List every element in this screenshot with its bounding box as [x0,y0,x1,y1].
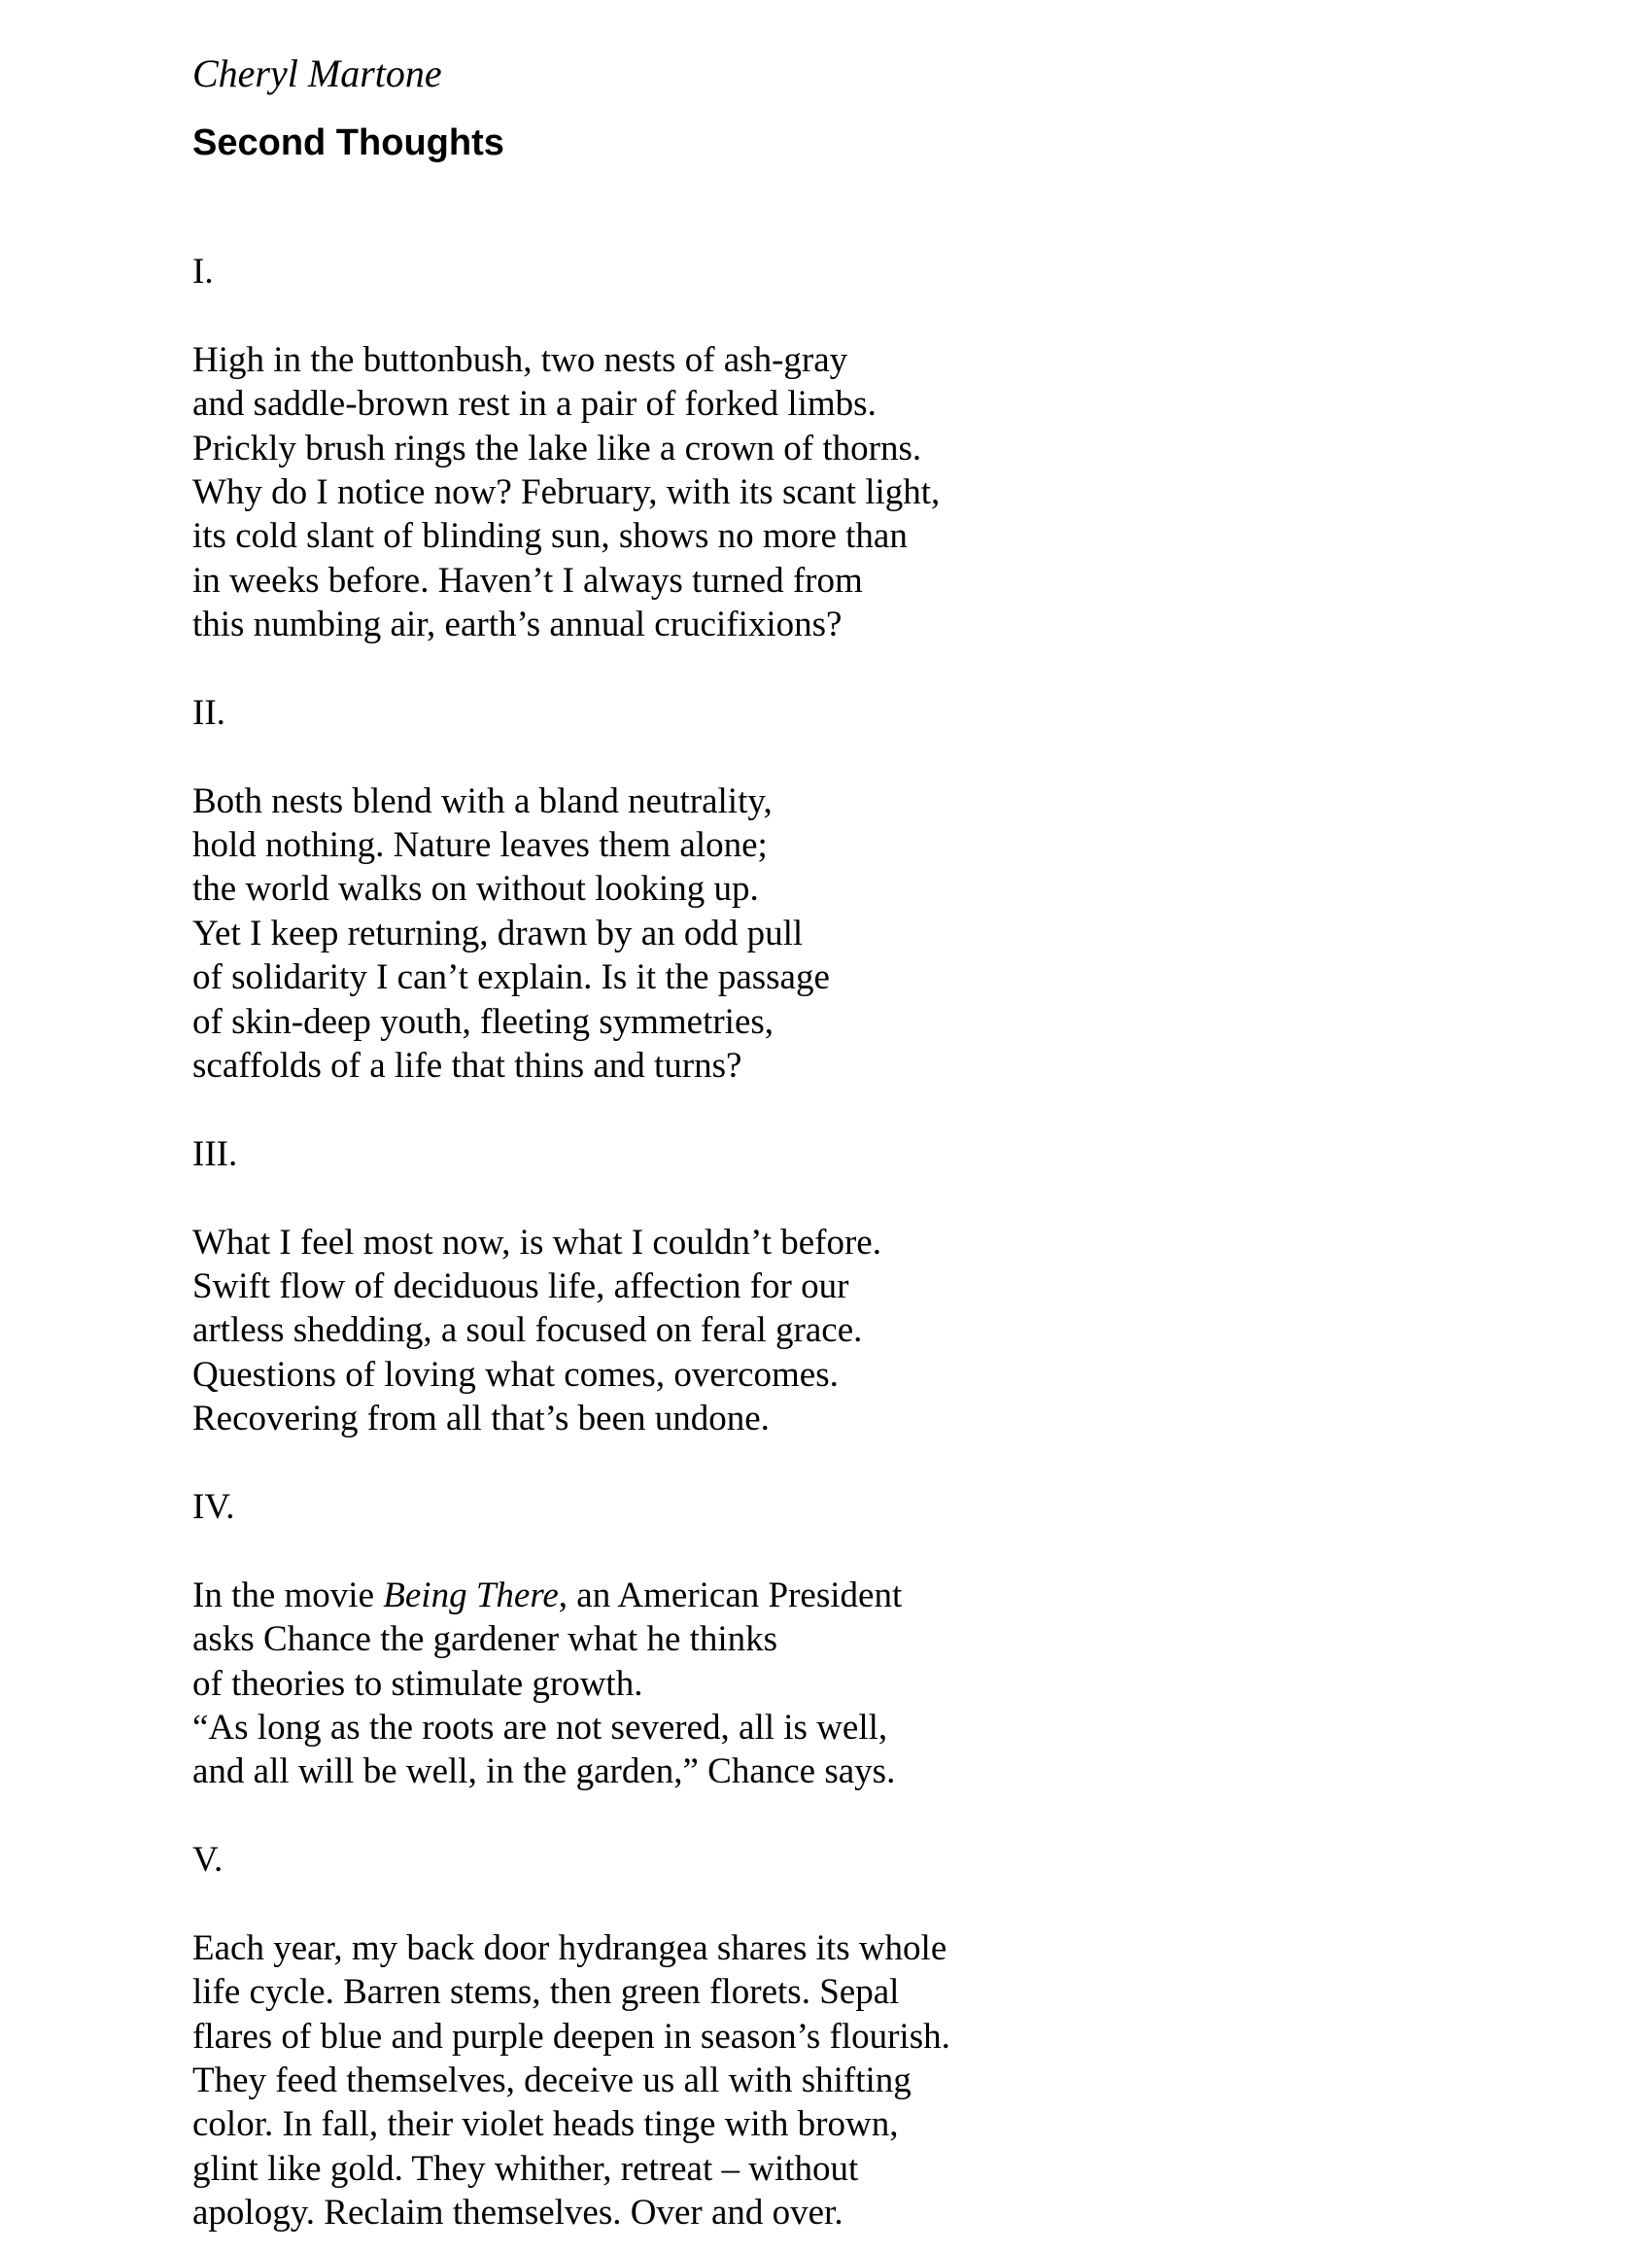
poem-line: Recovering from all that’s been undone. [192,1399,770,1439]
poem-line: of solidarity I can’t explain. Is it the passage [192,957,830,998]
poem-line: color. In fall, their violet heads tinge with brown, [192,2104,899,2145]
poem-line: and saddle-brown rest in a pair of forked limbs. [192,384,877,425]
poem-section-3 [192,1132,950,1485]
poem-line: and all will be well, in the garden,” Chance says. [192,1751,896,1792]
section-number: I. [192,252,214,292]
poem-line: “As long as the roots are not severed, all is well, [192,1707,888,1748]
poem-line: of theories to stimulate growth. [192,1663,643,1704]
poem-line: flares of blue and purple deepen in season’s flourish. [192,2016,950,2057]
poem-line: of skin-deep youth, fleeting symmetries, [192,1001,774,1042]
poem-line: High in the buttonbush, two nests of ash-gray [192,339,848,380]
poem-line: Questions of loving what comes, overcomes. [192,1354,839,1395]
poem-line: Why do I notice now? February, with its scant light, [192,471,941,512]
poem-line: Each year, my back door hydrangea shares its whole [192,1927,947,1968]
poem-section-1 [192,250,950,691]
poem-title: Second Thoughts [192,122,504,163]
poem-line: glint like gold. They whither, retreat – without [192,2148,859,2189]
poem-line: life cycle. Barren stems, then green florets. Sepal [192,1972,900,2013]
section-number: III. [192,1133,238,1174]
poem-line: Both nests blend with a bland neutrality, [192,780,773,821]
poem-line: What I feel most now, is what I couldn’t before. [192,1222,881,1263]
poem-line: scaffolds of a life that thins and turns? [192,1046,742,1087]
poem-line: asks Chance the gardener what he thinks [192,1619,778,1660]
author-name: Cheryl Martone [192,52,442,95]
poem-body [192,250,950,2235]
poem-line: apology. Reclaim themselves. Over and over. [192,2193,843,2234]
poem-line: the world walks on without looking up. [192,869,759,910]
poem-line: artless shedding, a soul focused on feral grace. [192,1310,863,1351]
poem-line: Prickly brush rings the lake like a crown of thorns. [192,428,922,468]
poem-line: Yet I keep returning, drawn by an odd pull [192,913,804,953]
poem-line: hold nothing. Nature leaves them alone; [192,825,768,866]
poem-section-5 [192,1838,950,2235]
movie-title: Being There [383,1575,559,1615]
poem-section-4 [192,1485,950,1838]
poem-line: in weeks before. Haven’t I always turned from [192,560,863,601]
poem-line: its cold slant of blinding sun, shows no more than [192,516,908,557]
section-number: IV. [192,1486,235,1527]
poem-section-2 [192,691,950,1132]
section-number: II. [192,692,225,733]
poem-line: In the movie Being There, an American President [192,1575,903,1615]
poem-line: this numbing air, earth’s annual crucifixions? [192,605,843,645]
poem-line: Swift flow of deciduous life, affection for our [192,1265,849,1306]
section-number: V. [192,1840,224,1881]
poem-line: They feed themselves, deceive us all with shifting [192,2061,912,2101]
